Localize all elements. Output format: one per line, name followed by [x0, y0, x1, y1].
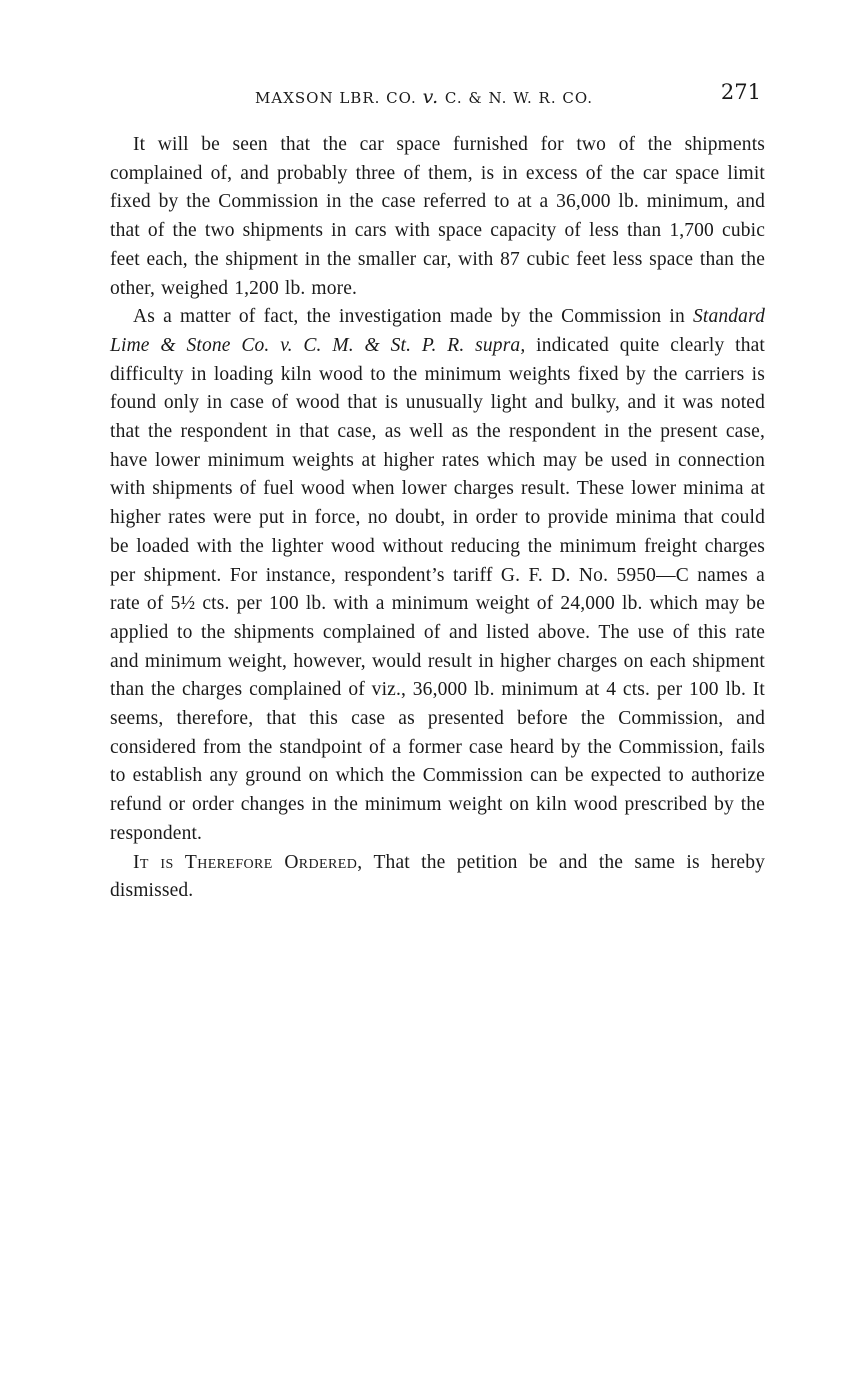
case-citation: Standard Lime & Stone Co. v. C. M. & St. P. R. supra,: [110, 306, 765, 356]
header-title-suffix: C. & N. W. R. CO.: [444, 89, 594, 107]
header-title-prefix: MAXSON LBR. CO.: [255, 89, 417, 107]
running-head: [110, 80, 765, 110]
paragraph-investigation: [110, 303, 765, 848]
opinion-body: [110, 131, 765, 906]
header-title-versus: v.: [422, 86, 440, 108]
paragraph-text-before: As a matter of fact, the investigation made by the Commission in: [133, 306, 694, 328]
paragraph-order: [110, 849, 765, 906]
order-lead: It is Therefore Ordered,: [133, 851, 363, 873]
case-title-header: [255, 86, 593, 108]
paragraph-text-after: indicated quite clearly that difficulty in loading kiln wood to the minimum weights fixed by the carriers is found only in case of wood that is unusually light and bulky, and it was noted that the respondent in that case, as well as the respondent in the present case, have lower minimum weights at higher rates which may be used in connection with shipments of fuel wood when lower charges result. These lower minima at higher rates were put in force, no doubt, in order to provide minima that could be loaded with the lighter wood without reducing the minimum freight charges per shipment. For instance, respondent’s tariff G. F. D. No. 5950—C names a rate of 5½ cts. per 100 lb. with a minimum weight of 24,000 lb. which may be applied to the shipments complained of and listed above. The use of this rate and minimum weight, however, would result in higher charges on each shipment than the charges complained of viz., 36,000 lb. minimum at 4 cts. per 100 lb. It seems, therefore, that this case as presented before the Commission, and considered from the standpoint of a former case heard by the Commission, fails to establish any ground on which the Commission can be expected to authorize refund or order changes in the minimum weight on kiln wood prescribed by the respondent.: [110, 334, 765, 844]
order-text: That the petition be and the same is hereby dismissed.: [110, 851, 766, 902]
page-number: 271: [720, 80, 761, 104]
paragraph-text: It will be seen that the car space furnished for two of the shipments complained of, and probably three of them, is in excess of the car space limit fixed by the Commission in the case referred to at a 36,000 lb. minimum, and that of the two shipments in cars with space capacity of less than 1,700 cubic feet each, the shipment in the smaller car, with 87 cubic feet less space than the other, weighed 1,200 lb. more.: [110, 134, 765, 299]
paragraph-car-space: [110, 131, 765, 303]
